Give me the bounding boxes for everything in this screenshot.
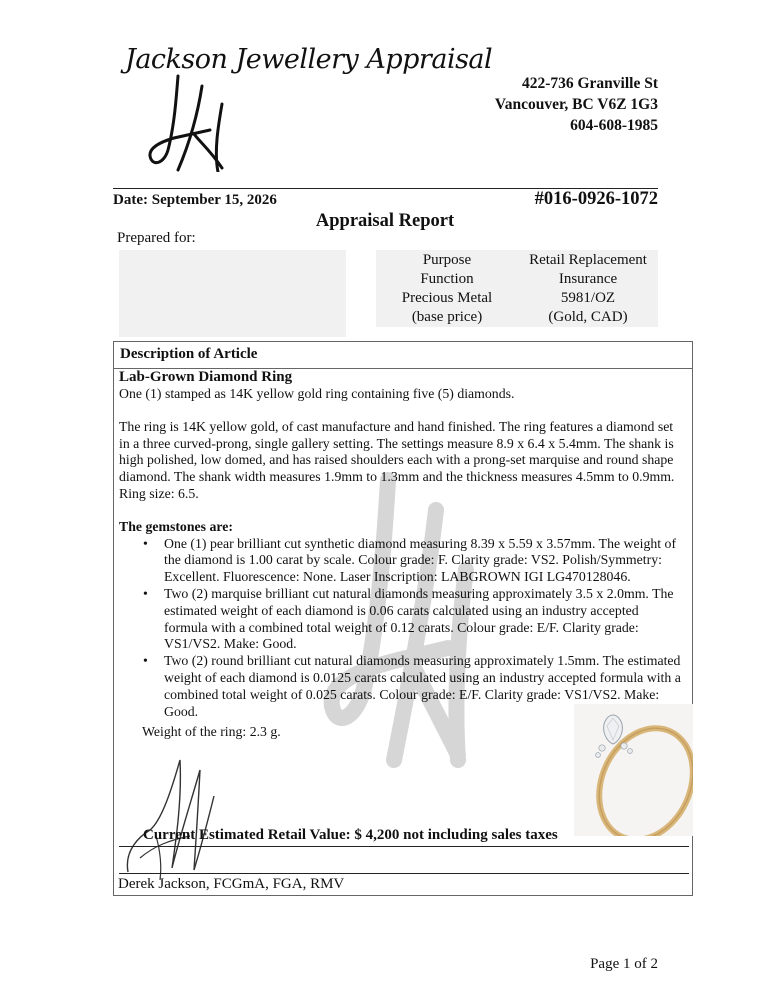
prepared-for-label: Prepared for: <box>117 230 196 246</box>
bullet: • <box>143 653 148 669</box>
ring-photo <box>574 704 693 836</box>
address-street: 422-736 Granville St <box>521 75 658 92</box>
bullet: • <box>143 535 148 551</box>
address-phone: 604-608-1985 <box>570 117 658 134</box>
jh-monogram-logo <box>140 72 240 172</box>
purpose-value: Retail Replacement <box>529 252 647 268</box>
precious-metal-label: Precious Metal <box>401 290 493 306</box>
base-price-label: (base price) <box>411 309 483 325</box>
item-title: Lab-Grown Diamond Ring <box>119 369 293 385</box>
base-price-value: (Gold, CAD) <box>548 309 628 325</box>
purpose-info-box <box>376 250 658 327</box>
signature-divider <box>119 873 689 874</box>
company-name: Jackson Jewellery Appraisal <box>125 44 493 75</box>
company-address <box>495 73 658 136</box>
function-value: Insurance <box>558 271 618 287</box>
report-number: #016-0926-1072 <box>534 189 658 209</box>
purpose-row <box>376 251 658 270</box>
description-header-label: Description of Article <box>120 346 258 362</box>
description-content <box>119 368 684 720</box>
client-info-box <box>119 250 346 337</box>
purpose-label: Purpose <box>422 252 472 268</box>
function-label: Function <box>420 271 474 287</box>
item-description: The ring is 14K yellow gold, of cast manufacture and hand finished. The ring features a diamond set in a three curved-prong, single gallery setting. The settings measure 8.9 x 6.4 x 5.4mm. The shank is high polished, low domed, and has raised shoulders each with a prong-set marquise and round shape diamond. The shank width measures 1.9mm to 1.3mm and the thickness measures 4.5mm to 0.9mm. Ring size: 6.5. <box>119 418 675 501</box>
purpose-table <box>376 251 658 327</box>
list-item <box>119 536 684 586</box>
list-item <box>119 586 684 653</box>
address-city: Vancouver, BC V6Z 1G3 <box>494 96 658 113</box>
report-title: Appraisal Report <box>315 211 455 231</box>
appraiser-signature <box>110 740 220 890</box>
appraiser-name: Derek Jackson, FCGmA, FGA, RMV <box>118 876 345 892</box>
gemstone-description: Two (2) round brilliant cut natural diamonds measuring approximately 1.5mm. The estimated weight of each diamond is 0.0125 carats calculated using an industry accepted formula with a combined total weight of 0.025 carats. Colour grade: E/F. Clarity grade: VS1/VS2. Make: Good. <box>164 653 681 719</box>
description-header <box>114 342 692 369</box>
retail-value: Current Estimated Retail Value: $ 4,200 not including sales taxes <box>143 827 558 843</box>
ring-weight: Weight of the ring: 2.3 g. <box>142 724 281 739</box>
gemstone-description: Two (2) marquise brilliant cut natural diamonds measuring approximately 3.5 x 2.0mm. The estimated weight of each diamond is 0.06 carats calculated using an industry accepted formula with a combined total weight of 0.12 carats. Colour grade: E/F. Clarity grade: VS1/VS2. Make: Good. <box>164 585 674 652</box>
item-summary: One (1) stamped as 14K yellow gold ring containing five (5) diamonds. <box>119 386 515 401</box>
precious-metal-row <box>376 289 658 308</box>
gemstones-list <box>119 536 684 721</box>
bullet: • <box>143 585 148 601</box>
signature-line <box>119 846 689 847</box>
precious-metal-value: 5981/OZ <box>560 290 616 306</box>
page-number: Page 1 of 2 <box>590 956 658 972</box>
report-date: Date: September 15, 2026 <box>113 192 277 208</box>
gemstones-heading: The gemstones are: <box>119 518 233 534</box>
gemstone-description: One (1) pear brilliant cut synthetic diamond measuring 8.39 x 5.59 x 3.57mm. The weight of the diamond is 1.00 carat by scale. Colour grade: F. Clarity grade: VS2. Polish/Symmetry: Excellent. Fluorescence: None. Laser Inscription: LABGROWN IGI LG470128046. <box>164 535 677 585</box>
base-price-row <box>376 308 658 327</box>
function-row <box>376 270 658 289</box>
